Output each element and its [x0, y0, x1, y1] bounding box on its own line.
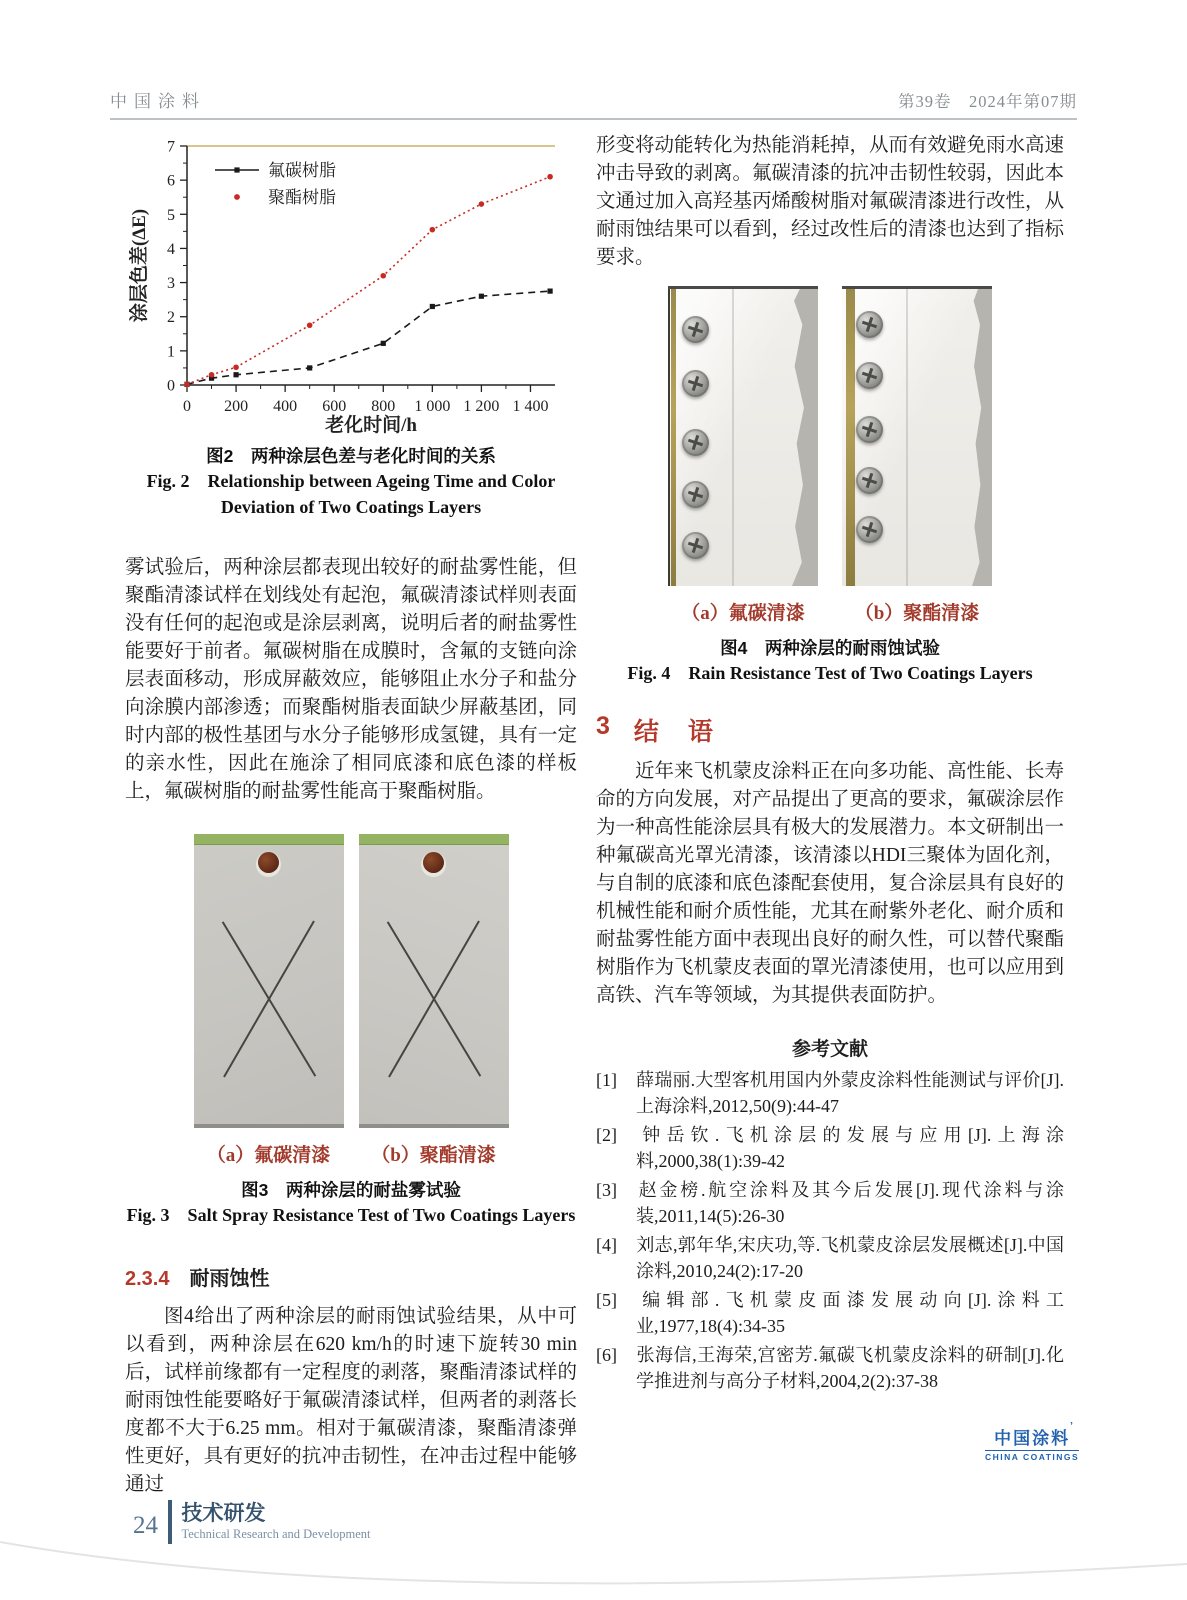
footer-divider: [168, 1500, 172, 1544]
panel-edge: [668, 289, 670, 586]
svg-text:800: 800: [371, 398, 396, 415]
section-2-3-4-heading: [125, 1262, 577, 1291]
reference-item: [2] 钟岳钦.飞机涂层的发展与应用[J].上海涂料,2000,38(1):39-42: [596, 1125, 1064, 1171]
fig4-caption-cn: 图4 两种涂层的耐雨蚀试验: [720, 638, 940, 658]
svg-text:4: 4: [167, 240, 175, 258]
fig3-photo-fluorocarbon: [194, 834, 344, 1128]
section-number: 2.3.4: [125, 1268, 170, 1290]
fig2-caption-cn: 图2 两种涂层色差与老化时间的关系: [206, 446, 496, 466]
svg-text:涂层色差(ΔE): 涂层色差(ΔE): [129, 208, 150, 323]
panel-seam: [906, 289, 908, 586]
figure3-photos: [125, 834, 577, 1128]
page-number: 24: [133, 1512, 158, 1539]
svg-text:老化时间/h: 老化时间/h: [325, 415, 417, 436]
fig4-caption-en: Fig. 4 Rain Resistance Test of Two Coatings Layers: [627, 663, 1033, 683]
screw-icon: [682, 532, 709, 559]
svg-text:600: 600: [322, 398, 347, 415]
screw-icon: [682, 429, 709, 456]
reference-item: [4] 刘志,郭年华,宋庆功,等.飞机蒙皮涂层发展概述[J].中国涂料,2010,24(2):17-20: [596, 1235, 1064, 1281]
svg-text:5: 5: [167, 206, 175, 224]
hang-hole: [258, 852, 279, 873]
svg-text:1 200: 1 200: [463, 398, 500, 415]
leading-edge-strip: [671, 289, 676, 586]
svg-text:3: 3: [167, 275, 175, 293]
section-title: 耐雨蚀性: [189, 1268, 270, 1290]
page-header: [110, 80, 1077, 120]
svg-text:6: 6: [167, 172, 175, 190]
svg-text:聚酯树脂: 聚酯树脂: [268, 188, 336, 207]
fig4-label-b: （b）聚酯清漆: [854, 603, 980, 624]
footer-section-cn: 技术研发: [181, 1502, 266, 1525]
svg-text:1: 1: [167, 343, 175, 361]
reference-item: [1] 薛瑞丽.大型客机用国内外蒙皮涂料性能测试与评价[J].上海涂料,2012,50(9):44-47: [596, 1070, 1064, 1116]
svg-text:200: 200: [224, 398, 249, 415]
svg-text:400: 400: [273, 398, 298, 415]
figure2-line-chart: [129, 132, 569, 437]
eroded-edge: [792, 289, 818, 586]
eroded-edge: [972, 289, 992, 586]
fig3-label-a: （a）氟碳清漆: [206, 1145, 331, 1166]
screw-icon: [856, 362, 883, 389]
panel-seam: [732, 289, 734, 586]
conclusion-paragraph: 近年来飞机蒙皮涂料正在向多功能、高性能、长寿命的方向发展，对产品提出了更高的要求，氟碳涂层作为一种高性能涂层具有极大的发展潜力。本文研制出一种氟碳高光罩光清漆，该清漆以HDI三聚体为固化剂，与自制的底漆和底色漆配套使用，复合涂层具有良好的机械性能和耐介质性能，尤其在耐紫外老化、耐介质和耐盐雾性能方面中表现出良好的耐久性，可以替代聚酯树脂作为飞机蒙皮表面的罩光清漆使用，也可以应用到高铁、汽车等领域，为其提供表面防护。: [596, 761, 1065, 1006]
journal-name: 中国涂料: [110, 92, 206, 111]
footer-section-en: Technical Research and Development: [181, 1527, 371, 1541]
svg-text:1 000: 1 000: [414, 398, 451, 415]
screw-icon: [856, 467, 883, 494]
reference-item: [5] 编辑部.飞机蒙皮面漆发展动向[J].涂料工业,1977,18(4):34-35: [596, 1290, 1064, 1336]
hang-hole: [423, 852, 444, 873]
references-heading: 参考文献: [791, 1039, 868, 1060]
issue-info: 第39卷 2024年第07期: [898, 92, 1077, 111]
screw-icon: [682, 316, 709, 343]
section-3-heading: [596, 712, 1064, 748]
svg-text:0: 0: [183, 398, 191, 415]
fig4-photo-fluorocarbon: [668, 286, 818, 586]
svg-text:0: 0: [167, 377, 175, 395]
logo-en-text: CHINA COATINGS: [985, 1452, 1080, 1462]
reference-item: [6] 张海信,王海荣,宫密芳.氟碳飞机蒙皮涂料的研制[J].化学推进剂与高分子材料,2004,2(2):37-38: [596, 1345, 1064, 1391]
svg-text:7: 7: [167, 138, 175, 156]
page-footer: [133, 1500, 370, 1544]
screw-icon: [856, 416, 883, 443]
section-number: 3: [596, 712, 612, 740]
publisher-logo: [985, 1424, 1079, 1462]
salt-spray-paragraph: 雾试验后，两种涂层都表现出较好的耐盐雾性能，但聚酯清漆试样在划线处有起泡，氟碳清漆试样则表面没有任何的起泡或是涂层剥离，说明后者的耐盐雾性能要好于前者。氟碳树脂在成膜时，含氟的支链向涂层表面移动，形成屏蔽效应，能够阻止水分子和盐分向涂膜内部渗透；而聚酯树脂表面缺少屏蔽基团，同时内部的极性基团与水分子能够形成氢键，具有一定的亲水性，因此在施涂了相同底漆和底色漆的样板上，氟碳树脂的耐盐雾性能高于聚酯树脂。: [125, 557, 577, 802]
fig3-sublabels: [125, 1140, 577, 1167]
fig3-label-b: （b）聚酯清漆: [371, 1145, 496, 1166]
svg-text:2: 2: [167, 309, 175, 327]
screw-icon: [856, 516, 883, 543]
tape-strip: [359, 834, 509, 845]
fig4-label-a: （a）氟碳清漆: [681, 603, 805, 624]
section-title: 结 语: [633, 718, 715, 746]
left-column: [125, 132, 577, 1499]
screw-icon: [682, 481, 709, 508]
rain-erosion-paragraph: 图4给出了两种涂层的耐雨蚀试验结果，从中可以看到，两种涂层在620 km/h的时速下旋转30 min后，试样前缘都有一定程度的剥落，聚酯清漆试样的耐雨蚀性能要略好于氟碳清漆试样，但两者的剥落长度都不大于6.25 mm。相对于氟碳清漆，聚酯清漆弹性更好，具有更好的抗冲击韧性，在冲击过程中能够通过: [125, 1306, 577, 1495]
fig2-caption-en-line1: Fig. 2 Relationship between Ageing Time and Color: [146, 471, 556, 491]
fig3-caption-cn: 图3 两种涂层的耐盐雾试验: [241, 1180, 461, 1200]
fig2-caption-en-line2: Deviation of Two Coatings Layers: [220, 497, 482, 517]
reference-item: [3] 赵金榜.航空涂料及其今后发展[J].现代涂料与涂装,2011,14(5):26-30: [596, 1180, 1064, 1226]
logo-cn-text: 中国涂料 ’: [985, 1424, 1079, 1449]
tape-strip: [194, 834, 344, 845]
fig4-sublabels: [596, 598, 1064, 625]
fig3-photo-polyester: [359, 834, 509, 1128]
leading-edge-strip: [846, 289, 855, 586]
screw-icon: [856, 311, 883, 338]
references-list: [596, 1067, 1064, 1394]
continued-paragraph: 形变将动能转化为热能消耗掉，从而有效避免雨水高速冲击导致的剥离。氟碳清漆的抗冲击韧性较弱，因此本文通过加入高羟基丙烯酸树脂对氟碳清漆进行改性，从耐雨蚀结果可以看到，经过改性后的清漆也达到了指标要求。: [596, 135, 1065, 268]
right-column: [596, 132, 1064, 1394]
fig3-caption-en: Fig. 3 Salt Spray Resistance Test of Two Coatings Layers: [126, 1205, 576, 1225]
fig4-photo-polyester: [842, 286, 992, 586]
svg-text:1 400: 1 400: [512, 398, 549, 415]
screw-icon: [682, 370, 709, 397]
figure4-photos: [596, 286, 1064, 586]
svg-text:氟碳树脂: 氟碳树脂: [268, 161, 336, 180]
